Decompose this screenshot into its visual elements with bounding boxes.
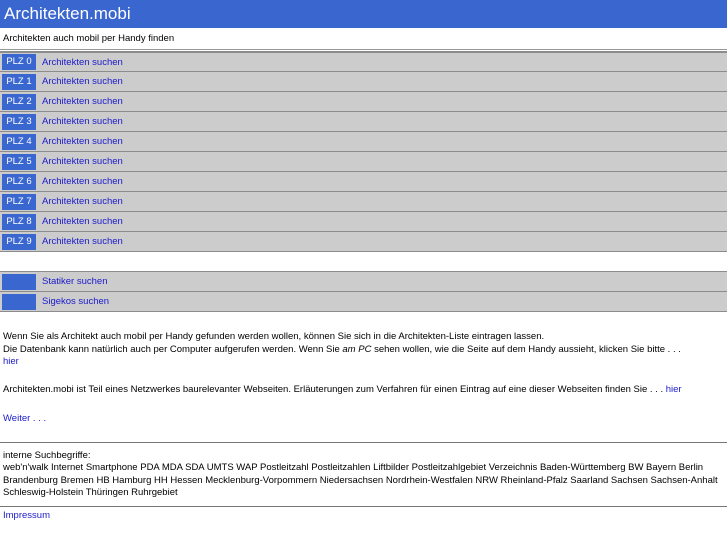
site-title: Architekten.mobi [4,4,131,23]
search-terms-label: interne Suchbegriffe: [3,449,91,461]
sigekos-suchen-link[interactable]: Sigekos suchen [42,296,110,307]
plz-badge: PLZ 5 [2,154,36,170]
statiker-suchen-link[interactable]: Statiker suchen [42,276,108,287]
hier-link-network[interactable]: hier [665,383,682,395]
plz-row [0,212,727,232]
search-terms-text: web'n'walk Internet Smartphone PDA MDA SDA UMTS WAP Postleitzahl Postleitzahlen Liftbilder Postleitzahlgebiet Verzeichnis Baden-Württemberg BW Bayern Berlin Brandenburg Bremen HB Hamburg HH Hessen Mecklenburg-Vorpommern Niedersachsen Nordrhein-Westfalen NRW Rheinland-Pfalz Saarland Sachsen Sachsen-Anhalt Schleswig-Holstein Thüringen Ruhrgebiet [3,462,718,498]
architekten-suchen-link[interactable]: Architekten suchen [42,56,123,68]
plz-row [0,232,727,252]
list-spacer [0,252,727,272]
search-terms [0,443,727,506]
footer [0,507,727,523]
plz-badge: PLZ 8 [2,214,36,230]
plz-row [0,52,727,72]
architekten-suchen-link[interactable]: Architekten suchen [42,136,123,147]
site-header [0,0,727,28]
network-paragraph [0,384,727,397]
plz-list [0,51,727,312]
architekten-suchen-link[interactable]: Architekten suchen [42,216,123,227]
plz-row [0,72,727,92]
plz-row [0,92,727,112]
am-pc-emphasis: am PC [342,343,372,355]
sigekos-row [0,292,727,312]
plz-badge: PLZ 0 [2,54,36,70]
statiker-row [0,272,727,292]
plz-row [0,172,727,192]
architekten-suchen-link[interactable]: Architekten suchen [42,196,123,207]
intro-paragraph [0,331,727,369]
architekten-suchen-link[interactable]: Architekten suchen [42,236,123,247]
plz-badge: PLZ 1 [2,74,36,90]
plz-badge: PLZ 7 [2,194,36,210]
plz-badge: PLZ 2 [2,94,36,110]
architekten-suchen-link[interactable]: Architekten suchen [42,156,123,167]
intro-line-2: Die Datenbank kann natürlich auch per Computer aufgerufen werden. Wenn Sie am PC sehen wollen, wie die Seite auf dem Handy aussieht, klicken Sie bitte . . . [3,343,681,355]
plz-row [0,132,727,152]
plz-row [0,112,727,132]
architekten-suchen-link[interactable]: Architekten suchen [42,116,123,127]
network-text: Architekten.mobi ist Teil eines Netzwerkes baurelevanter Webseiten. Erläuterungen zum Verfahren für einen Eintrag auf eine dieser Webseiten finden Sie . . . [3,383,664,395]
hier-link-handy[interactable]: hier [3,356,19,367]
intro-line-1: Wenn Sie als Architekt auch mobil per Handy gefunden werden wollen, können Sie sich in die Architekten-Liste eintragen lassen. [3,331,545,342]
plz-row [0,192,727,212]
blank-badge [2,294,36,310]
blank-badge [2,274,36,290]
architekten-suchen-link[interactable]: Architekten suchen [42,96,123,107]
plz-row [0,152,727,172]
impressum-link[interactable]: Impressum [3,509,50,521]
weiter-link[interactable]: Weiter . . . [3,413,47,424]
plz-badge: PLZ 9 [2,234,36,250]
plz-badge: PLZ 4 [2,134,36,150]
weiter-block [0,413,727,426]
tagline: Architekten auch mobil per Handy finden [0,28,727,50]
plz-badge: PLZ 3 [2,114,36,130]
plz-badge: PLZ 6 [2,174,36,190]
architekten-suchen-link[interactable]: Architekten suchen [42,176,123,187]
architekten-suchen-link[interactable]: Architekten suchen [42,76,123,87]
